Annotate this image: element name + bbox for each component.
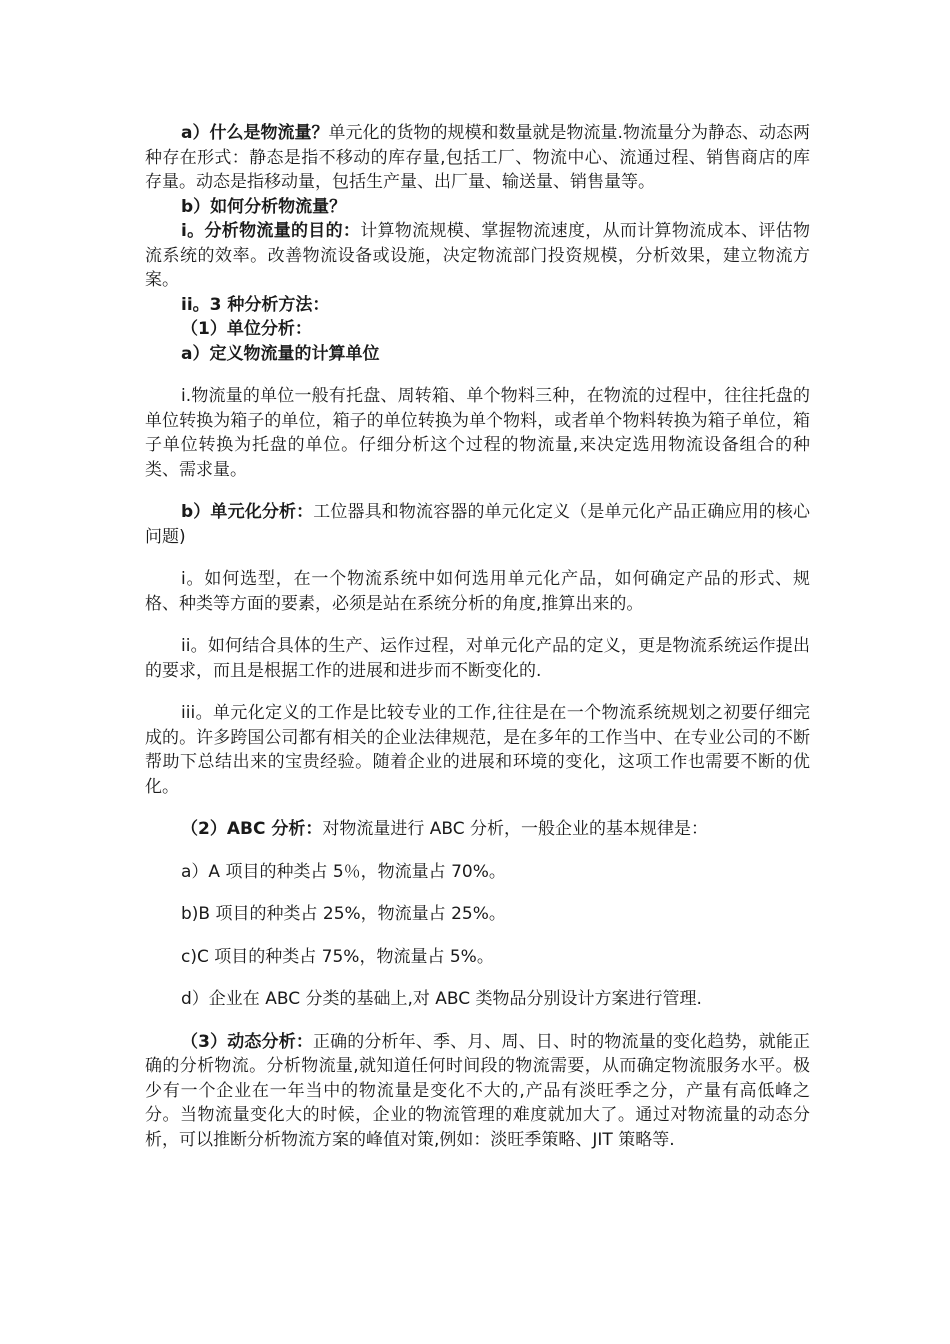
- unit-define-heading: a）定义物流量的计算单位: [181, 343, 380, 364]
- abc-item-a: a）A 项目的种类占 5％，物流量占 70%。: [181, 861, 506, 882]
- analysis-purpose-heading: i。分析物流量的目的：: [181, 221, 361, 241]
- unitization-paragraph: [145, 500, 810, 549]
- dynamic-analysis-paragraph: [145, 1030, 810, 1153]
- document-page: [145, 121, 810, 1152]
- unitization-point-ii: ii。如何结合具体的生产、运作过程，对单元化产品的定义，更是物流系统运作提出的要求，而且是根据工作的进展和进步而不断变化的.: [145, 636, 810, 681]
- abc-analysis-paragraph: [145, 817, 810, 842]
- abc-analysis-body: 对物流量进行 ABC 分析，一般企业的基本规律是：: [322, 819, 709, 839]
- abc-item-d: d）企业在 ABC 分类的基础上,对 ABC 类物品分别设计方案进行管理.: [181, 989, 702, 1009]
- unitization-point-iii: iii。单元化定义的工作是比较专业的工作,往往是在一个物流系统规划之初要仔细完成的。许多跨国公司都有相关的企业法律规范，是在多年的工作当中、在专业公司的不断帮助下总结出来的宝贵经验。随着企业的进展和环境的变化，这项工作也需要不断的优化。: [145, 703, 810, 797]
- unit-analysis-heading: （1）单位分析：: [181, 319, 312, 339]
- what-is-logistics-volume-paragraph: [145, 121, 810, 195]
- what-is-logistics-volume-heading: a）什么是物流量？: [181, 123, 329, 143]
- how-to-analyze-heading: b）如何分析物流量？: [181, 196, 347, 217]
- analysis-purpose-body: 计算物流规模、掌握物流速度，从而计算物流成本、评估物流系统的效率。改善物流设备或设施，决定物流部门投资规模，分析效果，建立物流方案。: [145, 221, 811, 290]
- dynamic-analysis-body: 正确的分析年、季、月、周、日、时的物流量的变化趋势，就能正确的分析物流。分析物流量,就知道任何时间段的物流需要，从而确定物流服务水平。极少有一个企业在一年当中的物流量是变化不大的,产品有淡旺季之分，产量有高低峰之分。当物流量变化大的时候，企业的物流管理的难度就加大了。通过对物流量的动态分析，可以推断分析物流方案的峰值对策,例如：淡旺季策略、JIT 策略等.: [145, 1031, 810, 1150]
- abc-item-c: c)C 项目的种类占 75%，物流量占 5%。: [181, 946, 494, 967]
- abc-item-b: b)B 项目的种类占 25%，物流量占 25%。: [181, 904, 506, 924]
- unitization-heading: b）单元化分析：: [181, 502, 314, 522]
- abc-analysis-heading: （2）ABC 分析：: [181, 819, 323, 839]
- unitization-body: 工位器具和物流容器的单元化定义（是单元化产品正确应用的核心问题): [145, 502, 811, 547]
- unitization-point-i: i。如何选型，在一个物流系统中如何选用单元化产品，如何确定产品的形式、规格、种类等方面的要素，必须是站在系统分析的角度,推算出来的。: [145, 569, 810, 614]
- unit-define-paragraph: i.物流量的单位一般有托盘、周转箱、单个物料三种，在物流的过程中，往往托盘的单位转换为箱子的单位，箱子的单位转换为单个物料，或者单个物料转换为箱子单位，箱子单位转换为托盘的单位。仔细分析这个过程的物流量,来决定选用物流设备组合的种类、需求量。: [145, 386, 810, 480]
- analysis-methods-heading: ii。3 种分析方法：: [181, 294, 330, 315]
- analysis-purpose-paragraph: [145, 219, 810, 293]
- dynamic-analysis-heading: （3）动态分析：: [181, 1031, 313, 1052]
- what-is-logistics-volume-body: 单元化的货物的规模和数量就是物流量.物流量分为静态、动态两种存在形式：静态是指不移动的库存量,包括工厂、物流中心、流通过程、销售商店的库存量。动态是指移动量，包括生产量、出厂量、输送量、销售量等。: [145, 123, 810, 192]
